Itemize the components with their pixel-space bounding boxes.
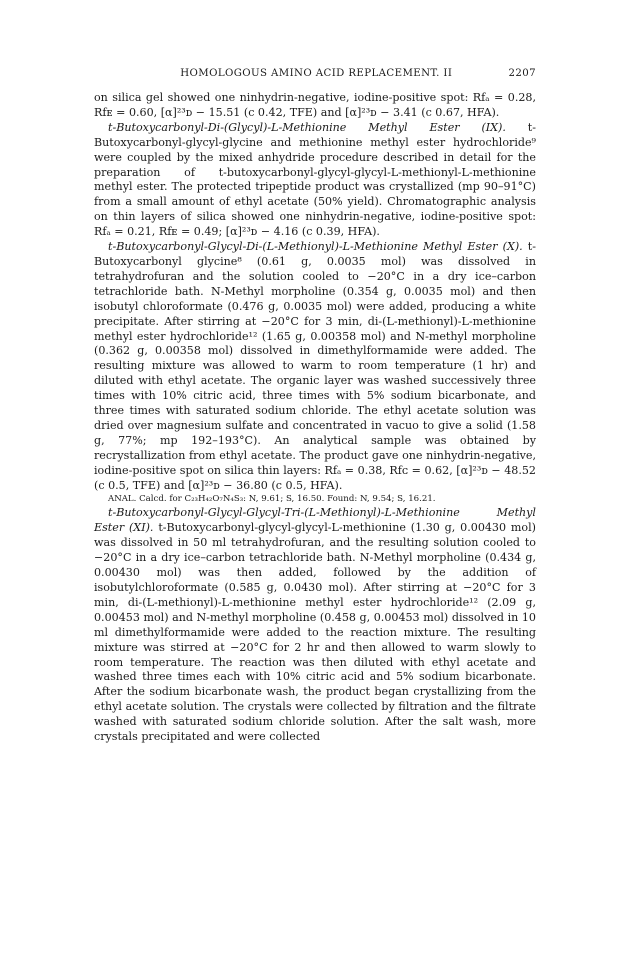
paragraph-text: t-Butoxycarbonyl-glycyl-glycine and methionine methyl ester hydrochloride⁹ were coupled by the mixed anhydride procedure described in detail for the preparation of t-butoxycarbonyl-glycyl-glycyl-L-methionyl-L-methionine methyl ester. The protected tripeptide product was crystallized (mp 90–91°C) from a small amount of ethyl acetate (50% yield). Chromatographic analysis on thin layers of silica showed one ninhydrin-negative, iodine-positive spot: Rfₐ = 0.21, Rfᴇ = 0.49; [α]²³ᴅ − 4.16 (c 0.39, HFA). bbox=[94, 120, 536, 239]
paragraph-continuation bbox=[94, 91, 536, 121]
elemental-analysis: ANAL. Calcd. for C₂₃H₄₂O₇N₄S₃: N, 9.61; S, 16.50. Found: N, 9.54; S, 16.21. bbox=[108, 494, 436, 505]
paragraph-compound-ix bbox=[94, 121, 536, 240]
body-text bbox=[94, 91, 536, 745]
running-title: HOMOLOGOUS AMINO ACID REPLACEMENT. II bbox=[180, 68, 453, 79]
paragraph-compound-xi bbox=[94, 506, 536, 745]
compound-heading: t-Butoxycarbonyl-Glycyl-Di-(L-Methionyl)-L-Methionine Methyl Ester (X). bbox=[108, 240, 523, 254]
paragraph-text: t-Butoxycarbonyl-glycyl-glycyl-L-methionine (1.30 g, 0.00430 mol) was dissolved in 50 ml tetrahydrofuran, and the resulting solution cooled to −20°C in a dry ice–carbon tetrachloride bath. N-Methyl morpholine (0.434 g, 0.00430 mol) was then added, followed by the addition of isobutylchloroformate (0.585 g, 0.0430 mol). After stirring at −20°C for 3 min, di-(L-methionyl)-L-methionine methyl ester hydrochloride¹² (2.09 g, 0.00453 mol) and N-methyl morpholine (0.458 g, 0.00453 mol) dissolved in 10 ml dimethylformamide were added to the reaction mixture. The resulting mixture was stirred at −20°C for 2 hr and then allowed to warm slowly to room temperature. The reaction was then diluted with ethyl acetate and washed three times each with 10% citric acid and 5% sodium bicarbonate. After the sodium bicarbonate wash, the product began crystallizing from the ethyl acetate solution. The crystals were collected by filtration and the filtrate washed with saturated sodium chloride solution. After the salt wash, more crystals precipitated and were collected bbox=[94, 521, 536, 744]
page bbox=[94, 68, 536, 745]
page-number: 2207 bbox=[508, 68, 536, 79]
running-header bbox=[94, 68, 536, 79]
paragraph-compound-x bbox=[94, 240, 536, 493]
compound-heading: t-Butoxycarbonyl-Glycyl-Glycyl-Tri-(L-Methionyl)-L-Methionine Methyl Ester (XI). bbox=[94, 506, 536, 535]
paragraph-text: on silica gel showed one ninhydrin-negative, iodine-positive spot: Rfₐ = 0.28, Rfᴇ = 0.60, [α]²³ᴅ − 15.51 (c 0.42, TFE) and [α]²³ᴅ − 3.41 (c 0.67, HFA). bbox=[94, 91, 536, 119]
compound-heading: t-Butoxycarbonyl-Di-(Glycyl)-L-Methionine Methyl Ester (IX). bbox=[108, 120, 506, 134]
paragraph-text: t-Butoxycarbonyl glycine⁸ (0.61 g, 0.0035 mol) was dissolved in tetrahydrofuran and the solution cooled to −20°C in a dry ice–carbon tetrachloride bath. N-Methyl morpholine (0.354 g, 0.0035 mol) and then isobutyl chloroformate (0.476 g, 0.0035 mol) were added, producing a white precipitate. After stirring at −20°C for 3 min, di-(L-methionyl)-L-methionine methyl ester hydrochloride¹² (1.65 g, 0.00358 mol) and N-methyl morpholine (0.362 g, 0.00358 mol) dissolved in dimethylformamide were added. The resulting mixture was allowed to warm to room temperature (1 hr) and diluted with ethyl acetate. The organic layer was washed successively three times with 10% citric acid, three times with 5% sodium bicarbonate, and three times with saturated sodium chloride. The ethyl acetate solution was dried over magnesium sulfate and concentrated in vacuo to give a solid (1.58 g, 77%; mp 192–193°C). An analytical sample was obtained by recrystallization from ethyl acetate. The product gave one ninhydrin-negative, iodine-positive spot on silica thin layers: Rfₐ = 0.38, Rfᴄ = 0.62, [α]²³ᴅ − 48.52 (c 0.5, TFE) and [α]²³ᴅ − 36.80 (c 0.5, HFA). bbox=[94, 240, 537, 492]
